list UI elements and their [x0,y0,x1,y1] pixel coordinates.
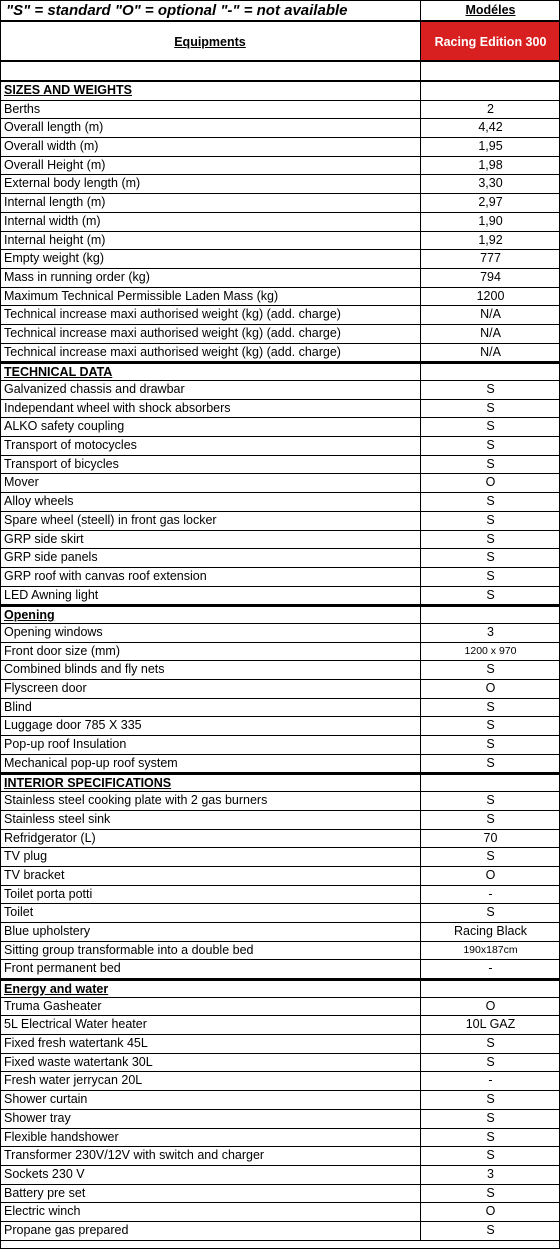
equipment-label: Internal height (m) [0,232,421,250]
table-row [0,250,560,269]
equipment-label: Pop-up roof Insulation [0,736,421,754]
equipment-label: Front permanent bed [0,960,421,978]
table-row [0,213,560,232]
equipment-value: S [486,1036,495,1051]
table-row [0,194,560,213]
equipment-label: Stainless steel sink [0,811,421,829]
equipment-value: S [486,587,495,602]
equipment-value: O [485,867,496,882]
table-row [0,1185,560,1204]
equipment-value: S [486,699,495,714]
equipment-value: O [485,998,496,1013]
equipment-value: S [486,1110,495,1125]
equipment-label: Technical increase maxi authorised weight (kg) (add. charge) [0,306,421,324]
equipment-value: S [486,755,495,770]
equipment-label: Fixed waste watertank 30L [0,1054,421,1072]
table-row [0,138,560,157]
table-row [0,101,560,120]
equipment-label: Truma Gasheater [0,998,421,1016]
table-row [0,418,560,437]
equipment-value: 1,95 [478,139,503,154]
table-row [0,699,560,718]
equipment-value: S [486,811,495,826]
equipment-label: Galvanized chassis and drawbar [0,381,421,399]
table-row [0,269,560,288]
table-row [0,512,560,531]
table-row [0,493,560,512]
equipment-label: Luggage door 785 X 335 [0,717,421,735]
table-row [0,119,560,138]
table-row [0,1203,560,1222]
column-header-row [0,22,560,62]
section-header [0,979,560,998]
section-header [0,82,560,101]
equipment-value: S [486,1054,495,1069]
table-row [0,1110,560,1129]
equipment-label: Berths [0,101,421,119]
section-header [0,605,560,624]
table-row [0,1035,560,1054]
table-row [0,830,560,849]
equipment-value: S [486,718,495,733]
table-row [0,923,560,942]
equipment-value: S [486,382,495,396]
equipment-label: Transformer 230V/12V with switch and charger [0,1147,421,1165]
equipment-label: Alloy wheels [0,493,421,511]
table-row [0,792,560,811]
equipment-value: 1,92 [478,232,503,247]
table-row [0,437,560,456]
table-row [0,549,560,568]
equipment-value: 4,42 [478,120,503,135]
equipment-value: S [486,737,495,752]
equipment-label: Flyscreen door [0,680,421,698]
equipment-label: Blind [0,699,421,717]
table-row [0,568,560,587]
equipment-value: S [486,849,495,864]
table-body [0,82,560,1241]
equipment-value: S [486,438,495,453]
equipment-label: Propane gas prepared [0,1222,421,1240]
equipment-value: 3,30 [478,176,503,191]
table-row [0,755,560,774]
table-row [0,1054,560,1073]
table-row [0,1147,560,1166]
equipment-label: ALKO safety coupling [0,418,421,436]
equipment-value: 1200 [476,288,505,303]
table-row [0,1222,560,1241]
table-row [0,904,560,923]
table-row [0,400,560,419]
equipment-value: 1200 x 970 [464,644,517,657]
table-row [0,680,560,699]
equipment-label: Combined blinds and fly nets [0,661,421,679]
equipment-value: S [486,1148,495,1163]
equipment-label: LED Awning light [0,587,421,605]
equipment-value: 3 [487,624,494,639]
equipment-value: S [486,400,495,415]
equipment-label: Empty weight (kg) [0,250,421,268]
equipment-label: Independant wheel with shock absorbers [0,400,421,418]
table-row [0,1072,560,1091]
table-row [0,661,560,680]
equipment-value: N/A [480,307,501,322]
equipment-label: Technical increase maxi authorised weight (kg) (add. charge) [0,344,421,362]
table-row [0,531,560,550]
spacer-row [0,62,560,82]
legend-text: "S" = standard "O" = optional "-" = not available [0,0,421,20]
equipment-value: S [486,1222,495,1237]
table-row [0,325,560,344]
section-title: INTERIOR SPECIFICATIONS [0,775,421,791]
legend-row [0,0,560,22]
equipment-label: Mover [0,474,421,492]
equipment-label: Overall width (m) [0,138,421,156]
equipment-label: Fixed fresh watertank 45L [0,1035,421,1053]
equipment-label: Sitting group transformable into a double bed [0,942,421,960]
table-row [0,998,560,1017]
equipment-value: 1,98 [478,157,503,172]
table-row [0,1091,560,1110]
table-row [0,848,560,867]
table-row [0,886,560,905]
equipment-label: Fresh water jerrycan 20L [0,1072,421,1090]
equipment-value: S [486,905,495,920]
equipment-label: Mechanical pop-up roof system [0,755,421,773]
table-row [0,456,560,475]
equipment-value: - [488,961,493,976]
equipment-value: 2 [487,101,494,116]
equipment-value: S [486,456,495,471]
equipment-value: N/A [480,344,501,359]
equipment-value: Racing Black [454,923,527,938]
equipment-value: S [486,550,495,565]
equipment-value: S [486,793,495,808]
equipment-value: 794 [480,269,501,284]
equipment-value: S [486,531,495,546]
equipment-label: Flexible handshower [0,1129,421,1147]
equipment-value: S [486,419,495,434]
equipment-label: Technical increase maxi authorised weight (kg) (add. charge) [0,325,421,343]
equipment-value: 2,97 [478,195,503,210]
equipment-value: 777 [480,251,501,266]
table-row [0,624,560,643]
equipment-label: Overall length (m) [0,119,421,137]
equipment-value: S [486,512,495,527]
table-row [0,1016,560,1035]
equipment-label: Transport of motocycles [0,437,421,455]
equipment-value: O [485,475,496,490]
equipment-value: 1,90 [478,213,503,228]
table-row [0,1166,560,1185]
section-title: Energy and water [0,981,421,997]
equipment-label: Refridgerator (L) [0,830,421,848]
models-header: Modéles [465,3,516,17]
table-row [0,587,560,606]
equipment-label: Battery pre set [0,1185,421,1203]
equipment-value: S [486,568,495,583]
equipment-label: GRP roof with canvas roof extension [0,568,421,586]
equipment-value: - [488,886,493,901]
equipment-label: Mass in running order (kg) [0,269,421,287]
table-row [0,157,560,176]
equipment-value: S [486,662,495,677]
equipment-value: N/A [480,325,501,340]
table-row [0,643,560,662]
equipment-label: Shower tray [0,1110,421,1128]
table-row [0,232,560,251]
equipment-label: Toilet porta potti [0,886,421,904]
equipment-value: 3 [487,1166,494,1181]
equipment-label: Toilet [0,904,421,922]
equipment-value: 10L GAZ [465,1017,516,1032]
equipment-label: Transport of bicycles [0,456,421,474]
table-row [0,1129,560,1148]
model-name-header: Racing Edition 300 [421,22,560,60]
section-title: SIZES AND WEIGHTS [0,82,421,100]
equipments-header: Equipments [0,22,421,60]
equipment-value: S [486,494,495,509]
equipment-value: 70 [483,830,498,845]
table-row [0,474,560,493]
table-row [0,175,560,194]
equipment-label: External body length (m) [0,175,421,193]
table-row [0,942,560,961]
equipment-label: Maximum Technical Permissible Laden Mass (kg) [0,288,421,306]
section-title: Opening [0,607,421,623]
equipment-value: O [485,1204,496,1219]
table-row [0,381,560,400]
table-row [0,717,560,736]
equipment-label: Opening windows [0,624,421,642]
equipment-label: GRP side skirt [0,531,421,549]
equipment-label: Internal length (m) [0,194,421,212]
equipment-value: 190x187cm [463,943,518,956]
equipment-label: TV bracket [0,867,421,885]
equipment-label: Spare wheel (steell) in front gas locker [0,512,421,530]
equipment-value: O [485,681,496,695]
equipment-label: Overall Height (m) [0,157,421,175]
table-row [0,811,560,830]
table-row [0,960,560,979]
equipment-label: Stainless steel cooking plate with 2 gas burners [0,792,421,810]
table-row [0,344,560,363]
section-header [0,362,560,381]
table-row [0,867,560,886]
equipment-label: Shower curtain [0,1091,421,1109]
equipment-value: S [486,1092,495,1107]
table-row [0,288,560,307]
equipment-label: Front door size (mm) [0,643,421,661]
equipment-value: S [486,1129,495,1144]
equipment-label: Electric winch [0,1203,421,1221]
equipment-label: GRP side panels [0,549,421,567]
section-header [0,773,560,792]
equipment-label: TV plug [0,848,421,866]
equipment-value: S [486,1185,495,1200]
equipment-label: Internal width (m) [0,213,421,231]
equipment-value: - [488,1073,493,1088]
equipment-label: Blue upholstery [0,923,421,941]
equipment-label: Sockets 230 V [0,1166,421,1184]
table-row [0,306,560,325]
equipment-label: 5L Electrical Water heater [0,1016,421,1034]
table-row [0,736,560,755]
section-title: TECHNICAL DATA [0,364,421,380]
